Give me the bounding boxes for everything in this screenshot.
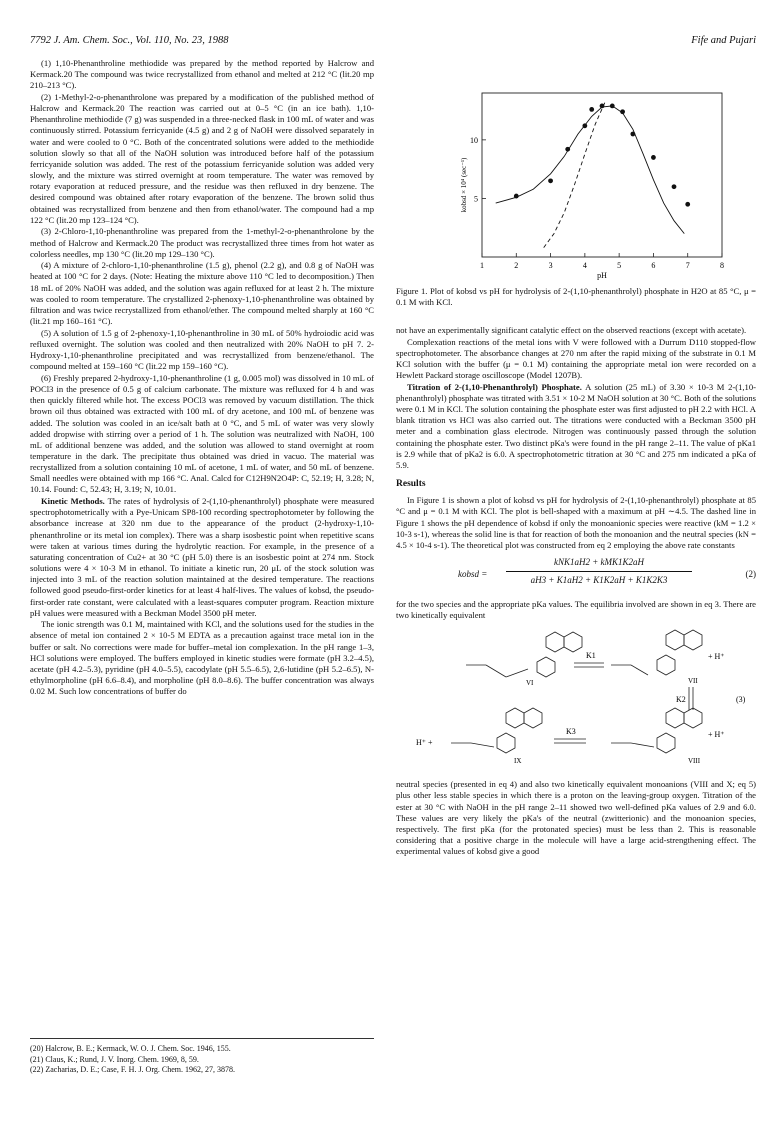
data-point: [651, 155, 656, 160]
page-header: [30, 35, 756, 49]
data-point: [600, 103, 605, 108]
author-names: Fife and Pujari: [691, 35, 756, 46]
structure-vi: [466, 632, 582, 677]
scheme-drawing: [396, 625, 756, 775]
y-tick-label: 10: [470, 135, 478, 145]
data-point: [548, 178, 553, 183]
x-tick-label: 3: [548, 261, 553, 270]
titration-text: A solution (25 mL) of 3.30 × 10-3 M 2-(1,10-phenanthrolyl) phosphate was titrated with 3.51 × 10-2 M NaOH solution at 30 °C. Both of the solutions were 0.1 M in KCl. The solution containing the phosphate ester was first adjusted to pH 2.2 with HCl. A blank titration vs HCl was also carried out. The titrations were conducted with a Beckman 3500 pH meter and a combination glass electrode. Nitrogen was continuously passed through the solution containing the phosphate ester. Two distinct pKa's were found in the pH range 2–11. The value of pKa1 is 2.9 while that of pKa2 is 6.0. A spectrophotometric titration at 30 °C and 275 nm indicated a pKa of 5.9.: [396, 381, 756, 470]
titration-title: Titration of 2-(1,10-Phenanthrolyl) Phosphate.: [407, 381, 582, 392]
k1-label: K1: [586, 651, 596, 661]
data-point: [630, 132, 635, 137]
kinetic-methods-title: Kinetic Methods.: [41, 496, 105, 507]
label-vi: VI: [526, 679, 534, 688]
paragraph: not have an experimentally significant catalytic effect on the observed reactions (except with acetate).: [396, 325, 747, 335]
data-point: [620, 109, 625, 114]
x-tick-label: 5: [617, 261, 622, 270]
footnote: (22) Zacharias, D. E.; Case, F. H. J. Org. Chem. 1962, 27, 3878.: [30, 1065, 235, 1074]
label-vii: VII: [688, 677, 698, 686]
label-ix: IX: [514, 757, 522, 766]
data-point: [685, 202, 690, 207]
complexation-paragraph: Complexation reactions of the metal ions with V were followed with a Durrum D110 stopped-flow spectrophotometer. The absorbance changes at 270 nm after the rapid mixing of the substrate in 0.1 M KCl solution with the buffer (μ = 0.1 M) containing the appropriate metal ion were recorded on a Hewlett Packard storage oscilloscope (Model 1207B).: [396, 336, 756, 381]
label-viii: VIII: [688, 757, 701, 766]
data-point: [672, 184, 677, 189]
ionic-strength-paragraph: The ionic strength was 0.1 M, maintained with KCl, and the solutions used for the studies in the absence of metal ion contained 2 × 10-5 M EDTA as a precaution against trace metal ion in the buffer or salt. No corrections were made for buffer–metal ion complexation. In the pH range 1–3, HCl solutions were employed. The buffers employed in kinetic studies were formate (pH 3.2–4.5), acetate (pH 4.2–5.3), pyridine (pH 4.0–5.5), cacodylate (pH 5.5–6.5), 2,6-lutidine (pH 5.2–6.5), N-ethylmorpholine (pH 6.6–8.4), and morpholine (pH 8.0–8.6). The buffer concentration was always 0.02 M. Such low concentrations of buffer do: [30, 619, 374, 697]
scheme-eq-number: (3): [736, 695, 746, 705]
kinetic-methods-paragraph: [30, 496, 374, 619]
paragraph: (1) 1,10-Phenanthroline methiodide was prepared by the method reported by Halcrow and Kermack.20 The compound was twice recrystallized from ethanol and melted at 212 °C (lit.20 mp 210–213 °C).: [30, 58, 374, 91]
left-column: [30, 58, 374, 698]
paragraph: (3) 2-Chloro-1,10-phenanthroline was prepared from the 1-methyl-2-o-phenanthrolone by the method of Halcrow and Kermack.20 The product was recrystallized three times from hot water as colorless needles, mp 130 °C (lit.20 mp 129–130 °C).: [30, 226, 374, 259]
figure-caption: Figure 1. Plot of kobsd vs pH for hydrolysis of 2-(1,10-phenanthrolyl) phosphate in H2O at 85 °C, μ = 0.1 M with KCl.: [396, 286, 756, 307]
footnote: (21) Claus, K.; Rund, J. V. Inorg. Chem. 1969, 8, 59.: [30, 1054, 199, 1064]
equation-2: [396, 555, 756, 595]
paragraph: for the two species and the appropriate pKa values. The equilibria involved are shown in eq 3. There are two kinetically equivalent: [396, 598, 756, 621]
footnotes: [30, 1038, 374, 1076]
data-point: [589, 107, 594, 112]
results-heading: Results: [396, 479, 426, 490]
equation-fraction: [506, 557, 692, 586]
equation-number: (2): [745, 568, 756, 579]
kobsd-ph-plot: [440, 85, 740, 285]
k2-label: K2: [676, 695, 686, 705]
journal-citation: 7792 J. Am. Chem. Soc., Vol. 110, No. 23, 1988: [30, 35, 229, 46]
paragraph: (4) A mixture of 2-chloro-1,10-phenanthroline (1.5 g), phenol (2.2 g), and 0.8 g of NaOH was heated at 100 °C for 2 days. (Note: Heating the mixture above 110 °C led to decomposition.) Then 18 mL of 20% NaOH was added, and the solution was again refluxed for at least 2 h. The mixture was cooled to room temperature. The crystallized 2-phenoxy-1,10-phenanthroline was obtained by filtration and was twice recrystallized from ethanol/ether. The compound melted sharply at 160 °C (lit.21 mp 160–161 °C).: [30, 260, 374, 327]
figure-1: [440, 85, 740, 285]
equation-lhs: kobsd =: [458, 568, 488, 579]
k3-label: K3: [566, 727, 576, 737]
titration-paragraph: [396, 382, 756, 471]
results-paragraph: In Figure 1 is shown a plot of kobsd vs pH for hydrolysis of 2-(1,10-phenanthrolyl) phosphate at 85 °C and μ = 0.1 M with KCl. The plot is bell-shaped with a maximum at pH ∼4.5. The dashed line in Figure 1 shows the pH dependence of kobsd if only the monoanionic species were reactive (kM = 1.2 × 10-3 s-1), whereas the solid line is that for reaction of both the monoanion and the neutral species (kN = 4.5 × 10-4 s-1). The theoretical plot was constructed from eq 2 employing the above rate constants: [396, 495, 756, 550]
paragraph: (2) 1-Methyl-2-o-phenanthrolone was prepared by a modification of the published method of Halcrow and Kermack.20 The reaction was carried out at 0–5 °C (in an ice bath). 1,10-Phenanthroline methiodide (7 g) was suspended in a three-necked flask in 100 mL of water and was continuously stirred. Potassium ferricyanide (4.5 g) and 2 g of NaOH were dissolved separately in water and were cooled to 0 °C. Both of the concentrated solutions were added to the methiodide solution slowly so that all of the NaOH solution was introduced before half of the potassium ferricyanide solution was added. The rest of the potassium ferricyanide solution was added very slowly, and the mixture was stirred overnight at room temperature. The water was removed by rotary evaporation at reduced pressure, and the residue was then refluxed in dry benzene. The desired compound was obtained after rotary evaporation of the benzene. The brown solid thus obtained was recrystallized from benzene and then from ethanol/water. The compound had a mp 122 °C (lit.20 mp 123–124 °C).: [30, 91, 374, 225]
x-tick-label: 1: [480, 261, 484, 270]
y-axis-label: kobsd × 10⁴ (sec⁻¹): [460, 157, 468, 213]
footnote-rule: [30, 1038, 374, 1039]
structure-ix: [451, 708, 542, 753]
equation-numerator: kNK1aH2 + kMK1K2aH: [506, 557, 692, 572]
h-plus-top: + H⁺: [708, 652, 725, 662]
equation-denominator: aH3 + K1aH2 + K1K2aH + K1K2K3: [530, 575, 668, 586]
kinetic-methods-text: The rates of hydrolysis of 2-(1,10-phenanthrolyl) phosphate were measured spectrophotometrically with a Pye-Unicam SP8-100 recording spectrophotometer by following the absorbance increase at 320 nm due to the appearance of the product (2-hydroxy-1,10-phenanthroline or its metal ion complex). There was a sharp isosbestic point when repetitive scans were taken at various times during the hydrolytic reaction. For example, in the presence of a saturating concentration of Cu2+ at 30 °C (pH 5.0) there is an isosbestic point at 274 nm. Stock solutions were 4 × 10-3 M in ethanol. To initiate a kinetic run, 20 μL of the stock solution was injected into 3 mL of the reaction solution maintained at the desired temperature. The reactions followed good pseudo-first-order kinetics for at least 4 half-lives. The values of kobsd, the pseudo-first-order rate constant, were calculated with a least-squares computer program. Reaction mixture pH values were measured with a Beckman Model 3500 pH meter.: [30, 496, 374, 618]
data-point: [582, 123, 587, 128]
right-column: [396, 325, 756, 858]
data-point: [565, 147, 570, 152]
h-plus-bottom: + H⁺: [708, 730, 725, 740]
x-tick-label: 6: [651, 261, 656, 270]
structure-viii: [611, 708, 702, 753]
plot-frame: [482, 93, 722, 257]
paragraph: (5) A solution of 1.5 g of 2-phenoxy-1,10-phenanthroline in 30 mL of 50% hydroiodic acid was refluxed overnight. The solution was cooled and then neutralized with 20% NaOH to pH 7. 2-Hydroxy-1,10-phenanthroline precipitated and was recrystallized from benzene/ethanol. The compound melted at 159–160 °C (lit.22 mp 159–160 °C).: [30, 327, 374, 372]
x-tick-label: 2: [514, 261, 519, 270]
y-tick-label: 5: [474, 194, 478, 204]
data-point: [514, 194, 519, 199]
h-plus-left: H⁺ +: [416, 738, 433, 748]
paragraph: neutral species (presented in eq 4) and also two kinetically equivalent monoanions (VIII and X; eq 5) plus other less stable species in which there is a proton on the leaving-group oxygen. Titration of the ester at 30 °C with NaOH in the pH range 2–11 showed two well-defined pKa values of 2.9 and 6.0. These values are very likely the pKa's of the neutral (zwitterionic) and the monoanion species, respectively. The first pKa (for the protonated species) must be less than 2. This is reasonable considering that a positive charge in the molecule will have a large acid-strengthening effect. The experimental values of kobsd give a good: [396, 779, 756, 857]
theoretical-curve: [496, 106, 685, 234]
paragraph: (6) Freshly prepared 2-hydroxy-1,10-phenanthroline (1 g, 0.005 mol) was dissolved in 10 mL of POCl3 in the presence of 0.5 g of calcium carbonate. The mixture was refluxed for 4 h and was then quickly filtered while hot. The excess POCl3 was removed by vacuum distillation. The thick brown oil thus obtained was extracted with 100 mL of dry acetone, and 100 mL of benzene was added. The solution was cooled in an ice/salt bath at 0 °C, and 5 mL of water was very slowly added dropwise with stirring over a period of 1 h. The solution was neutralized with NaOH, 100 mL of additional benzene was added, and the solution was allowed to stand overnight at room temperature in the dark. The precipitate thus obtained was dried in vacuo. The material was recrystallized from a solution containing 10 mL of acetone, 1 mL of water, and 50 mL of benzene. Small needles were obtained with mp 166 °C. Anal. Calcd for C12H9N2O4P: C, 52.19; H, 3.28; N, 10.14. Found: C, 52.43; H, 3.19; N, 10.01.: [30, 372, 374, 495]
x-tick-label: 4: [582, 261, 587, 270]
equilibrium-scheme: [396, 625, 756, 775]
x-axis-label: pH: [597, 271, 607, 280]
structure-vii: [611, 630, 702, 675]
x-tick-label: 8: [720, 261, 724, 270]
x-tick-label: 7: [685, 261, 690, 270]
footnote: (20) Halcrow, B. E.; Kermack, W. O. J. Chem. Soc. 1946, 155.: [30, 1044, 231, 1053]
monoanion-only-curve: [544, 101, 606, 247]
data-point: [610, 103, 615, 108]
